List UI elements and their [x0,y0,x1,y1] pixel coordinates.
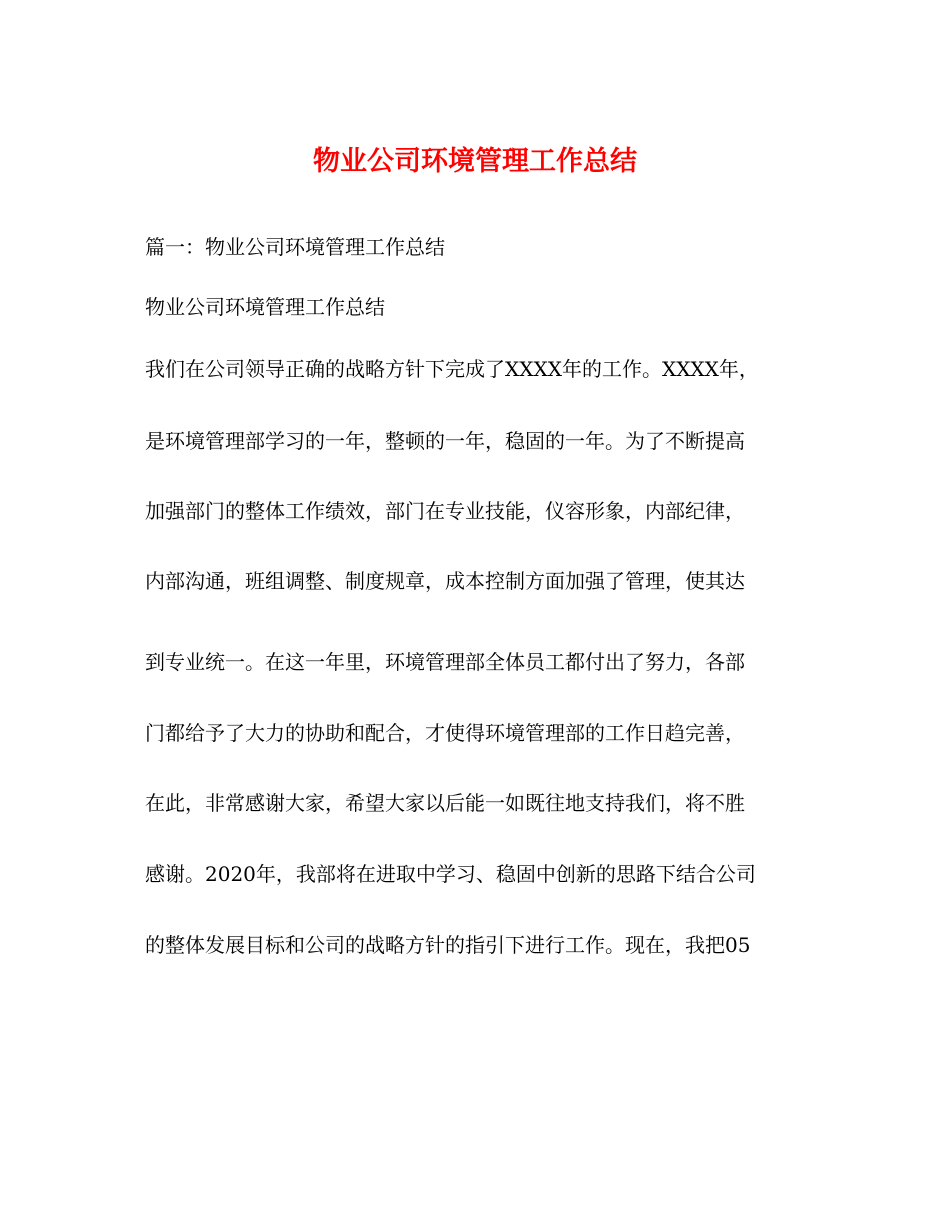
body-line: 内部沟通，班组调整、制度规章，成本控制方面加强了管理，使其达 [145,569,745,593]
subheading: 物业公司环境管理工作总结 [145,295,385,319]
body-line: 的整体发展目标和公司的战略方针的指引下进行工作。现在，我把05 [145,933,751,957]
document-title: 物业公司环境管理工作总结 [313,146,637,177]
body-line: 加强部门的整体工作绩效，部门在专业技能，仪容形象，内部纪律， [145,499,745,523]
section-heading: 篇一：物业公司环境管理工作总结 [145,235,445,259]
body-line: 到专业统一。在这一年里，环境管理部全体员工都付出了努力，各部 [145,650,745,674]
body-line: 我们在公司领导正确的战略方针下完成了XXXX年的工作。XXXX年， [145,357,759,381]
body-line: 感谢。2020年，我部将在进取中学习、稳固中创新的思路下结合公司 [145,862,756,886]
body-line: 是环境管理部学习的一年，整顿的一年，稳固的一年。为了不断提高 [145,429,745,453]
body-line: 门都给予了大力的协助和配合，才使得环境管理部的工作日趋完善， [145,721,745,745]
body-line: 在此，非常感谢大家，希望大家以后能一如既往地支持我们，将不胜 [145,791,745,815]
